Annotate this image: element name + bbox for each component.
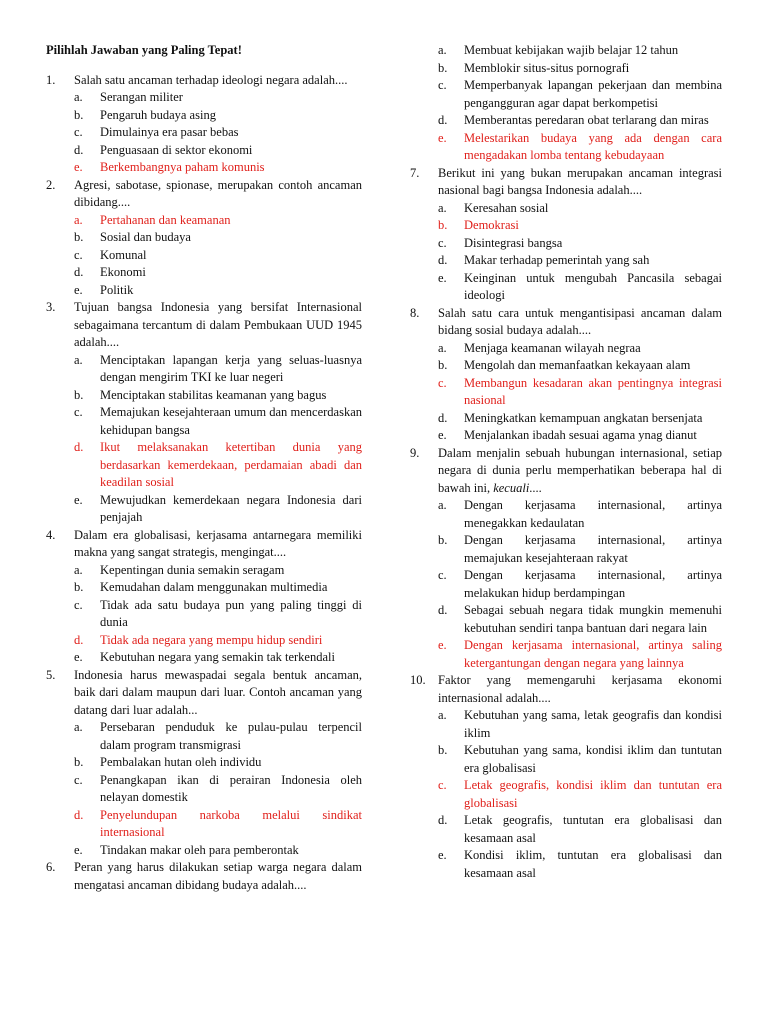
option-text: Letak geografis, tuntutan era globalisasi dan kesamaan asal xyxy=(464,813,722,845)
option-letter: c. xyxy=(438,235,447,250)
option-text: Mewujudkan kemerdekaan negara Indonesia dari penjajah xyxy=(100,492,362,524)
answer-option[interactable] xyxy=(438,235,722,253)
option-text: Pembalakan hutan oleh individu xyxy=(100,755,262,769)
question-number: 4. xyxy=(46,527,56,542)
answer-option[interactable] xyxy=(438,60,722,78)
option-text: Penguasaan di sektor ekonomi xyxy=(100,142,253,157)
option-text: Disintegrasi bangsa xyxy=(464,235,563,250)
answer-option[interactable] xyxy=(74,142,362,160)
question-number: 5. xyxy=(46,667,56,682)
answer-option[interactable] xyxy=(438,847,722,882)
answer-option[interactable] xyxy=(74,107,362,125)
answer-options xyxy=(410,497,722,672)
answer-option[interactable] xyxy=(438,410,722,428)
option-letter: c. xyxy=(74,125,83,139)
answer-option-correct[interactable] xyxy=(438,375,722,410)
option-text: Penyelundupan narkoba melalui sindikat internasional xyxy=(100,807,362,839)
answer-option[interactable] xyxy=(438,112,722,130)
question-number: 6. xyxy=(46,860,56,874)
answer-option-correct[interactable] xyxy=(74,159,362,177)
answer-option-correct[interactable] xyxy=(74,807,362,842)
answer-options xyxy=(410,707,722,882)
answer-option[interactable] xyxy=(74,89,362,107)
answer-option[interactable] xyxy=(438,427,722,445)
option-letter: d. xyxy=(438,253,448,267)
option-text: Menciptakan stabilitas keamanan yang bagus xyxy=(100,387,327,402)
option-text: Kepentingan dunia semakin seragam xyxy=(100,562,285,577)
question-number: 3. xyxy=(46,300,56,314)
answer-option[interactable] xyxy=(438,812,722,847)
option-letter: d. xyxy=(74,265,84,279)
option-letter: b. xyxy=(74,580,84,594)
option-letter: e. xyxy=(74,282,83,297)
option-text: Dengan kerjasama internasional, artinya memajukan kesejahteraan rakyat xyxy=(464,533,722,565)
answer-option-correct[interactable] xyxy=(438,217,722,235)
answer-options xyxy=(46,89,362,177)
option-letter: b. xyxy=(74,755,84,769)
answer-option[interactable] xyxy=(74,387,362,405)
option-text: Politik xyxy=(100,282,134,297)
option-letter: b. xyxy=(74,230,84,244)
option-text: Pertahanan dan keamanan xyxy=(100,212,231,227)
answer-option[interactable] xyxy=(74,562,362,580)
option-letter: a. xyxy=(438,708,447,722)
option-text: Mengolah dan memanfaatkan kekayaan alam xyxy=(464,358,691,372)
answer-option[interactable] xyxy=(438,77,722,112)
option-text: Makar terhadap pemerintah yang sah xyxy=(464,253,650,267)
option-letter: e. xyxy=(74,160,83,174)
question-number: 7. xyxy=(410,165,420,180)
option-text: Memblokir situs-situs pornografi xyxy=(464,60,630,75)
option-letter: c. xyxy=(438,778,447,792)
answer-option[interactable] xyxy=(74,352,362,387)
option-letter: d. xyxy=(74,142,84,157)
answer-option[interactable] xyxy=(74,597,362,632)
option-text: Kondisi iklim, tuntutan era globalisasi dan kesamaan asal xyxy=(464,848,722,880)
option-letter: b. xyxy=(438,60,448,75)
question-item xyxy=(410,445,722,673)
option-text: Persebaran penduduk ke pulau-pulau terpencil dalam program transmigrasi xyxy=(100,720,362,752)
option-letter: c. xyxy=(438,375,447,390)
answer-option[interactable] xyxy=(74,649,362,667)
question-number: 9. xyxy=(410,445,420,460)
answer-option[interactable] xyxy=(74,229,362,247)
question-text: Tujuan bangsa Indonesia yang bersifat Internasional sebagaimana tercantum di dalam Pembukaan UUD 1945 adalah.... xyxy=(74,300,362,349)
answer-option-correct[interactable] xyxy=(438,637,722,672)
answer-option[interactable] xyxy=(438,42,722,60)
option-letter: e. xyxy=(438,848,447,862)
answer-option[interactable] xyxy=(438,200,722,218)
option-letter: c. xyxy=(74,247,83,262)
option-text: Memperbanyak lapangan pekerjaan dan membina pengangguran agar dapat berkompetisi xyxy=(464,78,722,110)
question-item xyxy=(46,667,362,860)
question-text: Agresi, sabotase, spionase, merupakan contoh ancaman dibidang.... xyxy=(74,177,362,209)
option-letter: c. xyxy=(438,78,447,92)
option-letter: c. xyxy=(74,405,83,419)
page-title: Pilihlah Jawaban yang Paling Tepat! xyxy=(46,43,242,57)
answer-options xyxy=(410,200,722,305)
question-item xyxy=(410,672,722,882)
answer-option[interactable] xyxy=(74,264,362,282)
option-text: Komunal xyxy=(100,247,147,262)
option-text: Keinginan untuk mengubah Pancasila sebagai ideologi xyxy=(464,270,722,302)
option-letter: b. xyxy=(74,107,84,122)
answer-options xyxy=(46,719,362,859)
answer-option[interactable] xyxy=(438,567,722,602)
option-text: Ikut melaksanakan ketertiban dunia yang berdasarkan kemerdekaan, perdamaian abadi dan keadilan sosial xyxy=(100,440,362,489)
option-text: Membuat kebijakan wajib belajar 12 tahun xyxy=(464,43,679,57)
option-letter: c. xyxy=(438,568,447,582)
option-letter: b. xyxy=(438,218,448,232)
option-letter: a. xyxy=(438,340,447,355)
answer-option[interactable] xyxy=(74,404,362,439)
option-text: Kebutuhan negara yang semakin tak terkendali xyxy=(100,650,335,664)
answer-option[interactable] xyxy=(74,282,362,300)
option-text: Tidak ada satu budaya pun yang paling tinggi di dunia xyxy=(100,597,362,629)
question-list-left xyxy=(46,72,362,895)
option-text: Kebutuhan yang sama, letak geografis dan kondisi iklim xyxy=(464,708,722,740)
option-text: Melestarikan budaya yang ada dengan cara mengadakan lomba tentang kebudayaan xyxy=(464,130,722,162)
answer-option[interactable] xyxy=(438,602,722,637)
option-text: Memajukan kesejahteraan umum dan mencerdaskan kehidupan bangsa xyxy=(100,405,362,437)
option-letter: a. xyxy=(438,200,447,215)
option-letter: d. xyxy=(74,440,84,454)
answer-option[interactable] xyxy=(438,252,722,270)
question-item xyxy=(410,165,722,305)
answer-option-correct[interactable] xyxy=(74,632,362,650)
question-text: Berikut ini yang bukan merupakan ancaman integrasi nasional bagi bangsa Indonesia adalah.... xyxy=(438,165,722,197)
answer-option[interactable] xyxy=(438,340,722,358)
option-text: Berkembangnya paham komunis xyxy=(100,160,265,174)
left-column xyxy=(46,42,362,894)
question-stem xyxy=(46,667,362,720)
option-letter: b. xyxy=(438,358,448,372)
question-item xyxy=(46,72,362,177)
answer-options xyxy=(46,212,362,300)
option-letter: b. xyxy=(438,743,448,757)
answer-option[interactable] xyxy=(74,579,362,597)
answer-option[interactable] xyxy=(438,742,722,777)
option-text: Penangkapan ikan di perairan Indonesia oleh nelayan domestik xyxy=(100,772,362,804)
option-letter: a. xyxy=(74,720,83,734)
option-text: Dengan kerjasama internasional, artinya menegakkan kedaulatan xyxy=(464,498,722,530)
answer-option[interactable] xyxy=(438,497,722,532)
option-text: Ekonomi xyxy=(100,265,146,279)
option-text: Menjaga keamanan wilayah negraa xyxy=(464,340,641,355)
question-stem xyxy=(46,177,362,212)
option-letter: d. xyxy=(438,410,448,425)
question-text: Salah satu ancaman terhadap ideologi negara adalah.... xyxy=(74,72,348,87)
question-text: Peran yang harus dilakukan setiap warga negara dalam mengatasi ancaman dibidang budaya adalah.... xyxy=(74,860,362,892)
answer-option[interactable] xyxy=(438,707,722,742)
answer-option[interactable] xyxy=(74,247,362,265)
option-text: Tindakan makar oleh para pemberontak xyxy=(100,842,299,857)
option-letter: a. xyxy=(438,498,447,512)
option-text: Memberantas peredaran obat terlarang dan miras xyxy=(464,113,709,127)
option-letter: c. xyxy=(74,772,83,787)
answer-options xyxy=(46,562,362,667)
question-item xyxy=(46,859,362,894)
option-letter: a. xyxy=(74,562,83,577)
question-stem xyxy=(410,305,722,340)
option-text: Menciptakan lapangan kerja yang seluas-luasnya dengan mengirim TKI ke luar negeri xyxy=(100,352,362,384)
option-text: Demokrasi xyxy=(464,218,519,232)
answer-option-correct[interactable] xyxy=(438,130,722,165)
question-stem xyxy=(46,72,362,90)
question-item xyxy=(410,305,722,445)
option-letter: e. xyxy=(438,270,447,285)
option-letter: a. xyxy=(438,43,447,57)
option-letter: d. xyxy=(438,113,448,127)
question-number: 10. xyxy=(410,673,426,687)
option-text: Sosial dan budaya xyxy=(100,230,191,244)
option-text: Dimulainya era pasar bebas xyxy=(100,125,239,139)
question-text: Salah satu cara untuk mengantisipasi ancaman dalam bidang sosial budaya adalah.... xyxy=(438,305,722,337)
answer-option[interactable] xyxy=(74,719,362,754)
option-text: Kebutuhan yang sama, kondisi iklim dan tuntutan era globalisasi xyxy=(464,743,722,775)
question-item xyxy=(46,177,362,300)
option-text: Dengan kerjasama internasional, artinya saling ketergantungan dengan negara yang lainnya xyxy=(464,638,722,670)
option-letter: b. xyxy=(74,387,84,402)
option-text: Dengan kerjasama internasional, artinya melakukan hidup berdampingan xyxy=(464,568,722,600)
option-letter: a. xyxy=(74,90,83,104)
answer-option[interactable] xyxy=(438,532,722,567)
question-number: 8. xyxy=(410,305,420,320)
question-stem xyxy=(410,672,722,707)
option-letter: a. xyxy=(74,352,83,367)
option-text: Kemudahan dalam menggunakan multimedia xyxy=(100,580,328,594)
option-text: Menjalankan ibadah sesuai agama ynag dianut xyxy=(464,428,697,442)
option-letter: d. xyxy=(74,807,84,822)
option-letter: c. xyxy=(74,597,83,612)
option-letter: e. xyxy=(438,130,447,145)
answer-option[interactable] xyxy=(74,842,362,860)
question-stem xyxy=(46,859,362,894)
question-item xyxy=(46,299,362,527)
option-text: Serangan militer xyxy=(100,90,183,104)
option-letter: e. xyxy=(74,650,83,664)
question-item xyxy=(46,527,362,667)
answer-option[interactable] xyxy=(74,492,362,527)
right-column xyxy=(410,42,722,882)
question-number: 1. xyxy=(46,72,56,87)
option-letter: e. xyxy=(74,842,83,857)
answer-option-correct[interactable] xyxy=(74,439,362,492)
option-letter: e. xyxy=(438,428,447,442)
option-letter: e. xyxy=(438,638,447,652)
answer-option-correct[interactable] xyxy=(74,212,362,230)
question-stem xyxy=(46,299,362,352)
option-letter: b. xyxy=(438,533,448,547)
answer-options xyxy=(410,340,722,445)
answer-option[interactable] xyxy=(74,754,362,772)
option-letter: d. xyxy=(438,813,448,827)
answer-options xyxy=(46,352,362,527)
question-stem xyxy=(46,527,362,562)
option-letter: a. xyxy=(74,212,83,227)
answer-option[interactable] xyxy=(438,270,722,305)
question-list-right xyxy=(410,165,722,883)
option-text: Meningkatkan kemampuan angkatan bersenjata xyxy=(464,410,703,425)
question-stem xyxy=(410,165,722,200)
question-stem xyxy=(410,445,722,498)
answer-option[interactable] xyxy=(438,357,722,375)
option-text: Membangun kesadaran akan pentingnya integrasi nasional xyxy=(464,375,722,407)
option-text: Pengaruh budaya asing xyxy=(100,107,216,122)
option-letter: d. xyxy=(74,632,84,647)
question-text: Dalam menjalin sebuah hubungan internasional, setiap negara di dunia perlu memperhatikan beberapa hal di bawah ini, kecuali.... xyxy=(438,445,722,495)
option-letter: d. xyxy=(438,603,448,617)
question-text: Faktor yang memengaruhi kerjasama ekonomi internasional adalah.... xyxy=(438,673,722,705)
question-emphasis: kecuali xyxy=(493,480,530,495)
question-6-options-continued xyxy=(410,42,722,165)
question-text: Dalam era globalisasi, kerjasama antarnegara memiliki makna yang sangat strategis, mengingat.... xyxy=(74,527,362,559)
question-text: Indonesia harus mewaspadai segala bentuk ancaman, baik dari dalam maupun dari luar. Contoh ancaman yang datang dari luar adalah... xyxy=(74,667,362,717)
option-text: Keresahan sosial xyxy=(464,200,549,215)
option-text: Sebagai sebuah negara tidak mungkin memenuhi kebutuhan sendiri tanpa bantuan dari negara lain xyxy=(464,603,722,635)
option-letter: e. xyxy=(74,492,83,507)
option-text: Letak geografis, kondisi iklim dan tuntutan era globalisasi xyxy=(464,778,722,810)
answer-option[interactable] xyxy=(74,124,362,142)
answer-option-correct[interactable] xyxy=(438,777,722,812)
question-number: 2. xyxy=(46,177,56,192)
answer-option[interactable] xyxy=(74,772,362,807)
option-text: Tidak ada negara yang mempu hidup sendiri xyxy=(100,632,323,647)
